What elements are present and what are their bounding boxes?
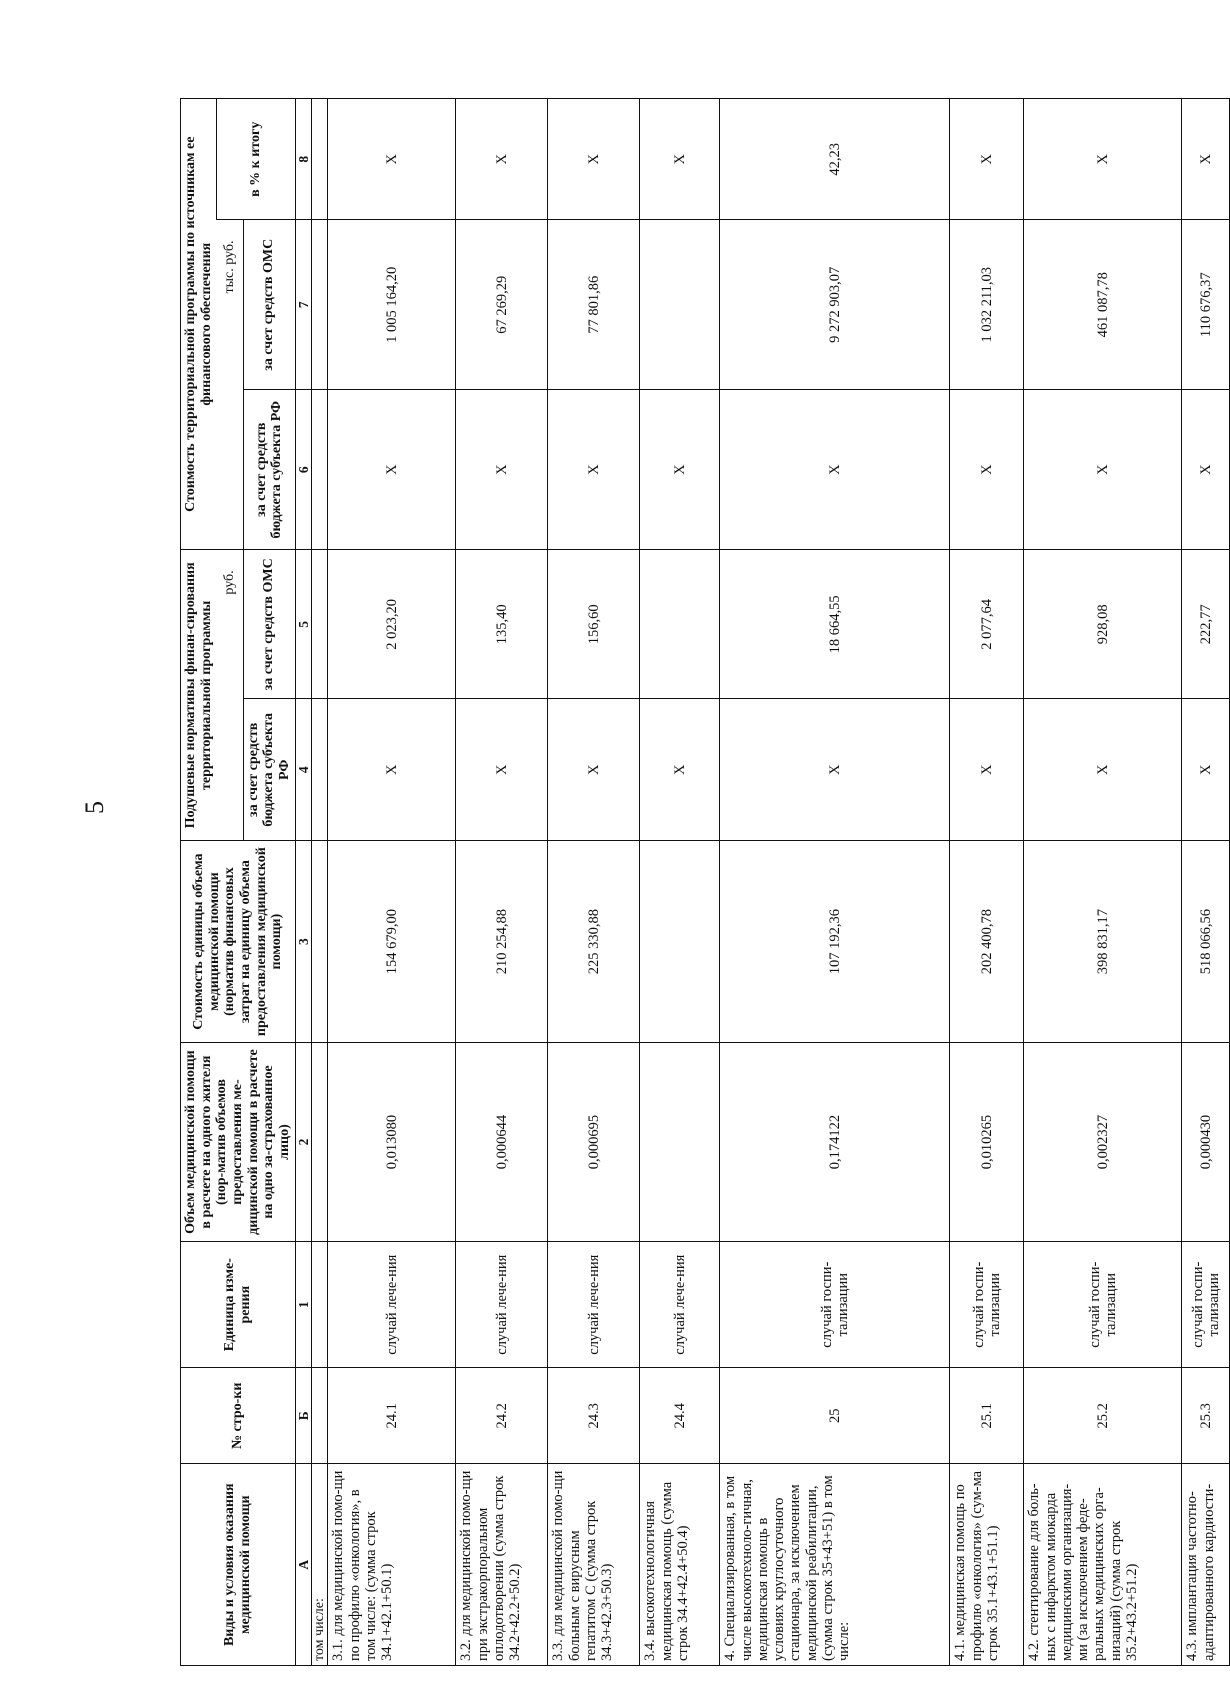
row-normative-budget: X xyxy=(640,699,720,841)
row-unit-cost: 154 679,00 xyxy=(328,841,456,1043)
header-col-2: Объем медицинской помощи в расчете на одного жителя (нор-матив объемов предоставления ме-дицинской помощи в расчете на одно за-страхованное лицо) xyxy=(181,1042,296,1241)
table-row xyxy=(950,99,1024,1666)
row-percent: X xyxy=(328,99,456,220)
row-normative-budget: X xyxy=(1024,699,1182,841)
row-number: 25.3 xyxy=(1182,1368,1230,1464)
row-normative-budget: X xyxy=(950,699,1024,841)
column-number: А xyxy=(295,1464,311,1666)
row-normative-oms: 2 023,20 xyxy=(328,550,456,699)
row-normative-oms: 135,40 xyxy=(456,550,548,699)
column-number: Б xyxy=(295,1368,311,1464)
header-col-1: Единица изме-рения xyxy=(181,1242,296,1368)
row-cost-oms: 67 269,29 xyxy=(456,220,548,390)
row-volume: 0,002327 xyxy=(1024,1042,1182,1241)
row-normative-budget: X xyxy=(456,699,548,841)
row-number: 25.1 xyxy=(950,1368,1024,1464)
row-unit-cost: 225 330,88 xyxy=(548,841,640,1043)
row-name: 4. Специализированная, в том числе высокотехноло-гичная, медицинская помощь в условиях круглосуточного стационара, за исключением медицинской реабилитации, (сумма строк 35+43+51) в том числе: xyxy=(720,1464,950,1666)
row-percent: X xyxy=(456,99,548,220)
column-number: 7 xyxy=(295,220,311,390)
row-normative-budget: X xyxy=(1182,699,1230,841)
row-cost-budget: X xyxy=(950,390,1024,550)
page-number: 5 xyxy=(80,801,109,814)
row-normative-oms: 2 077,64 xyxy=(950,550,1024,699)
header-unit-thousand-rub: тыс. руб. xyxy=(217,220,243,550)
header-row-1 xyxy=(181,99,217,1666)
row-name: 3.1. для медицинской помо-щи по профилю «онкология», в том числе: (сумма строк 34.1+42.1+50.1) xyxy=(328,1464,456,1666)
row-unit-cost: 202 400,78 xyxy=(950,841,1024,1043)
column-number: 8 xyxy=(295,99,311,220)
row-percent: X xyxy=(640,99,720,220)
row-normative-oms: 18 664,55 xyxy=(720,550,950,699)
subsection-label: том числе: xyxy=(311,1464,328,1666)
row-number: 24.4 xyxy=(640,1368,720,1464)
row-unit: случай госпи-тализации xyxy=(720,1242,950,1368)
row-normative-oms: 928,08 xyxy=(1024,550,1182,699)
row-cost-oms: 110 676,37 xyxy=(1182,220,1230,390)
column-numbers-row xyxy=(295,99,311,1666)
row-name: 4.1. медицинская помощь по профилю «онкология» (сум-ма строк 35.1+43.1+51.1) xyxy=(950,1464,1024,1666)
row-cost-oms: 1 032 211,03 xyxy=(950,220,1024,390)
header-col-6: за счет средств бюджета субъекта РФ xyxy=(243,390,295,550)
row-cost-budget: X xyxy=(456,390,548,550)
financing-table xyxy=(180,98,1230,1666)
row-unit: случай лече-ния xyxy=(328,1242,456,1368)
row-unit-cost: 210 254,88 xyxy=(456,841,548,1043)
row-normative-budget: X xyxy=(548,699,640,841)
row-volume xyxy=(640,1042,720,1241)
row-unit: случай лече-ния xyxy=(456,1242,548,1368)
table-row xyxy=(1182,99,1230,1666)
header-col-3: Стоимость единицы объема медицинской помощи (норматив финансовых затрат на единицу объема предоставления медицинской помощи) xyxy=(181,841,296,1043)
column-number: 6 xyxy=(295,390,311,550)
row-normative-oms xyxy=(640,550,720,699)
row-cost-oms: 9 272 903,07 xyxy=(720,220,950,390)
header-group-normatives: Подушевые нормативы финан-сирования территориальной программы xyxy=(181,550,217,841)
row-cost-oms xyxy=(640,220,720,390)
column-number: 2 xyxy=(295,1042,311,1241)
row-cost-budget: X xyxy=(1182,390,1230,550)
header-col-4: за счет средств бюджета субъекта РФ xyxy=(243,699,295,841)
subsection-row xyxy=(311,99,328,1666)
table-row xyxy=(640,99,720,1666)
row-normative-oms: 156,60 xyxy=(548,550,640,699)
row-name: 4.2. стентирование для боль-ных с инфарктом миокарда медицинскими организация-ми (за исключением феде-ральных медицинских орга-низаций) (сумма строк 35.2+43.2+51.2) xyxy=(1024,1464,1182,1666)
row-cost-oms: 1 005 164,20 xyxy=(328,220,456,390)
row-cost-oms: 461 087,78 xyxy=(1024,220,1182,390)
row-percent: 42,23 xyxy=(720,99,950,220)
header-col-7: за счет средств ОМС xyxy=(243,220,295,390)
row-number: 24.3 xyxy=(548,1368,640,1464)
row-normative-budget: X xyxy=(720,699,950,841)
row-unit: случай госпи-тализации xyxy=(1182,1242,1230,1368)
row-volume: 0,013080 xyxy=(328,1042,456,1241)
row-volume: 0,174122 xyxy=(720,1042,950,1241)
row-percent: X xyxy=(1182,99,1230,220)
row-name: 3.4. высокотехнологичная медицинская помощь (сумма строк 34.4+42.4+50.4) xyxy=(640,1464,720,1666)
header-group-program-cost: Стоимость территориальной программы по источникам ее финансового обеспечения xyxy=(181,99,217,550)
row-name: 3.3. для медицинской помо-щи больным с вирусным гепатитом С (сумма строк 34.3+42.3+50.3) xyxy=(548,1464,640,1666)
table-row xyxy=(548,99,640,1666)
table-row xyxy=(1024,99,1182,1666)
row-unit-cost: 107 192,36 xyxy=(720,841,950,1043)
row-cost-budget: X xyxy=(548,390,640,550)
row-unit: случай госпи-тализации xyxy=(1024,1242,1182,1368)
row-cost-budget: X xyxy=(720,390,950,550)
row-volume: 0,000695 xyxy=(548,1042,640,1241)
row-number: 25.2 xyxy=(1024,1368,1182,1464)
header-col-a: Виды и условия оказания медицинской помощи xyxy=(181,1464,296,1666)
row-normative-budget: X xyxy=(328,699,456,841)
column-number: 3 xyxy=(295,841,311,1043)
row-name: 4.3. имплантация частотно-адаптированного кардиости- xyxy=(1182,1464,1230,1666)
row-cost-budget: X xyxy=(640,390,720,550)
header-col-b: № стро-ки xyxy=(181,1368,296,1464)
header-unit-rub: руб. xyxy=(217,550,243,841)
row-number: 24.2 xyxy=(456,1368,548,1464)
row-volume: 0,000430 xyxy=(1182,1042,1230,1241)
row-volume: 0,010265 xyxy=(950,1042,1024,1241)
header-col-8: в % к итогу xyxy=(217,99,295,220)
row-percent: X xyxy=(950,99,1024,220)
row-percent: X xyxy=(1024,99,1182,220)
column-number: 5 xyxy=(295,550,311,699)
row-cost-oms: 77 801,86 xyxy=(548,220,640,390)
row-cost-budget: X xyxy=(1024,390,1182,550)
table-row xyxy=(328,99,456,1666)
row-cost-budget: X xyxy=(328,390,456,550)
row-normative-oms: 222,77 xyxy=(1182,550,1230,699)
row-unit: случай госпи-тализации xyxy=(950,1242,1024,1368)
row-number: 25 xyxy=(720,1368,950,1464)
header-col-5: за счет средств ОМС xyxy=(243,550,295,699)
row-volume: 0,000644 xyxy=(456,1042,548,1241)
row-percent: X xyxy=(548,99,640,220)
rotated-table-wrapper xyxy=(180,98,1222,1666)
row-unit-cost: 398 831,17 xyxy=(1024,841,1182,1043)
table-row xyxy=(456,99,548,1666)
column-number: 1 xyxy=(295,1242,311,1368)
row-number: 24.1 xyxy=(328,1368,456,1464)
table-row xyxy=(720,99,950,1666)
row-unit: случай лече-ния xyxy=(640,1242,720,1368)
row-unit-cost xyxy=(640,841,720,1043)
row-unit-cost: 518 066,56 xyxy=(1182,841,1230,1043)
column-number: 4 xyxy=(295,699,311,841)
row-unit: случай лече-ния xyxy=(548,1242,640,1368)
row-name: 3.2. для медицинской помо-щи при экстракорпоральном оплодотворении (сумма строк 34.2+42.2+50.2) xyxy=(456,1464,548,1666)
